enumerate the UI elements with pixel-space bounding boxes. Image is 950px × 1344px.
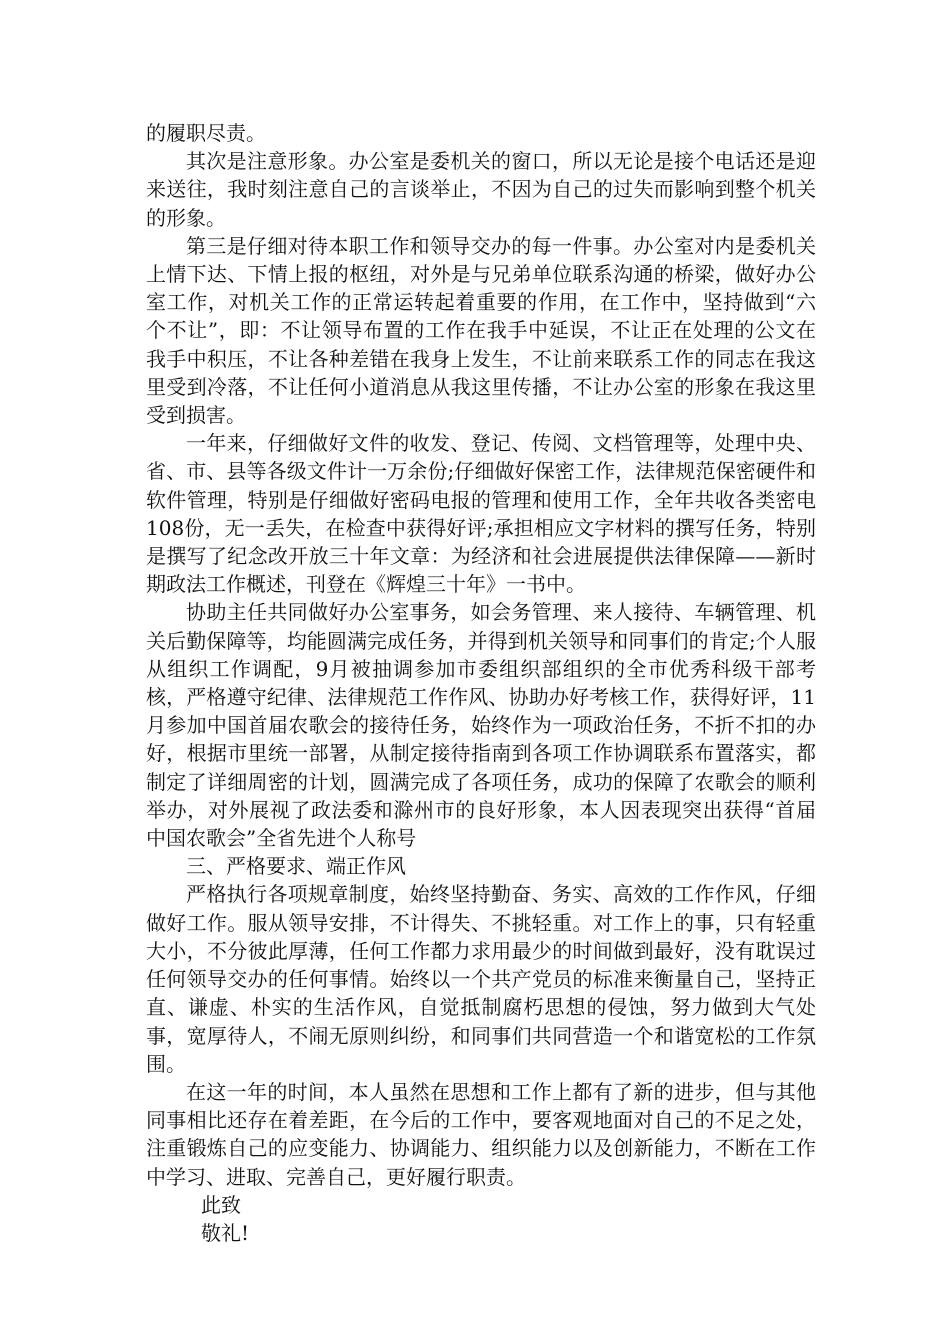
closing-salutation: 此致 [201,1192,241,1217]
closing-regards: 敬礼! [201,1220,250,1245]
paragraph-image: 其次是注意形象。办公室是委机关的窗口，所以无论是接个电话还是迎来送往，我时刻注意自己的言谈举止，不因为自己的过失而影响到整个机关的形象。 [146,149,816,230]
paragraph-conclusion: 在这一年的时间，本人虽然在思想和工作上都有了新的进步，但与其他同事相比还存在着差距，在今后的工作中，要客观地面对自己的不足之处，注重锻炼自己的应变能力、协调能力、组织能力以及创新能力，不断在工作中学习、进取、完善自己，更好履行职责。 [146,1079,816,1189]
document-body [146,119,816,1247]
paragraph-discipline: 严格执行各项规章制度，始终坚持勤奋、务实、高效的工作作风，仔细做好工作。服从领导安排，不计得失、不挑轻重。对工作上的事，只有轻重大小，不分彼此厚薄，任何工作都力求用最少的时间做到最好，没有耽误过任何领导交办的任何事情。始终以一个共产党员的标准来衡量自己，坚持正直、谦虚、朴实的生活作风，自觉抵制腐朽思想的侵蚀，努力做到大气处事，宽厚待人，不闹无原则纠纷，和同事们共同营造一个和谐宽松的工作氛围。 [146,882,816,1076]
paragraph-continuation: 的履职尽责。 [146,121,266,145]
paragraph-duties: 第三是仔细对待本职工作和领导交办的每一件事。办公室对内是委机关上情下达、下情上报的枢纽，对外是与兄弟单位联系沟通的桥梁，做好办公室工作，对机关工作的正常运转起着重要的作用，在工作中，坚持做到“六个不让”，即：不让领导布置的工作在我手中延误，不让正在处理的公文在我手中积压，不让各种差错在我身上发生，不让前来联系工作的同志在我这里受到冷落，不让任何小道消息从我这里传播，不让办公室的形象在我这里受到损害。 [146,233,816,428]
paragraph-office-affairs: 协助主任共同做好办公室事务，如会务管理、来人接待、车辆管理、机关后勤保障等，均能圆满完成任务，并得到机关领导和同事们的肯定;个人服从组织工作调配，9月被抽调参加市委组织部组织的全市优秀科级干部考核，严格遵守纪律、法律规范工作作风、协助办好考核工作，获得好评，11月参加中国首届农歌会的接待任务，始终作为一项政治任务，不折不扣的办好，根据市里统一部署，从制定接待指南到各项工作协调联系布置落实，都制定了详细周密的计划，圆满完成了各项任务，成功的保障了农歌会的顺利举办，对外展视了政法委和滁州市的良好形象，本人因表现突出获得“首届中国农歌会”全省先进个人称号 [146,600,816,851]
section-heading: 三、严格要求、端正作风 [186,854,406,879]
paragraph-documents: 一年来，仔细做好文件的收发、登记、传阅、文档管理等，处理中央、省、市、县等各级文件计一万余份;仔细做好保密工作，法律规范保密硬件和软件管理，特别是仔细做好密码电报的管理和使用工作，全年共收各类密电108份，无一丢失，在检查中获得好评;承担相应文字材料的撰写任务，特别是撰写了纪念改开放三十年文章：为经济和社会进展提供法律保障——新时期政法工作概述，刊登在《辉煌三十年》一书中。 [146,431,816,597]
